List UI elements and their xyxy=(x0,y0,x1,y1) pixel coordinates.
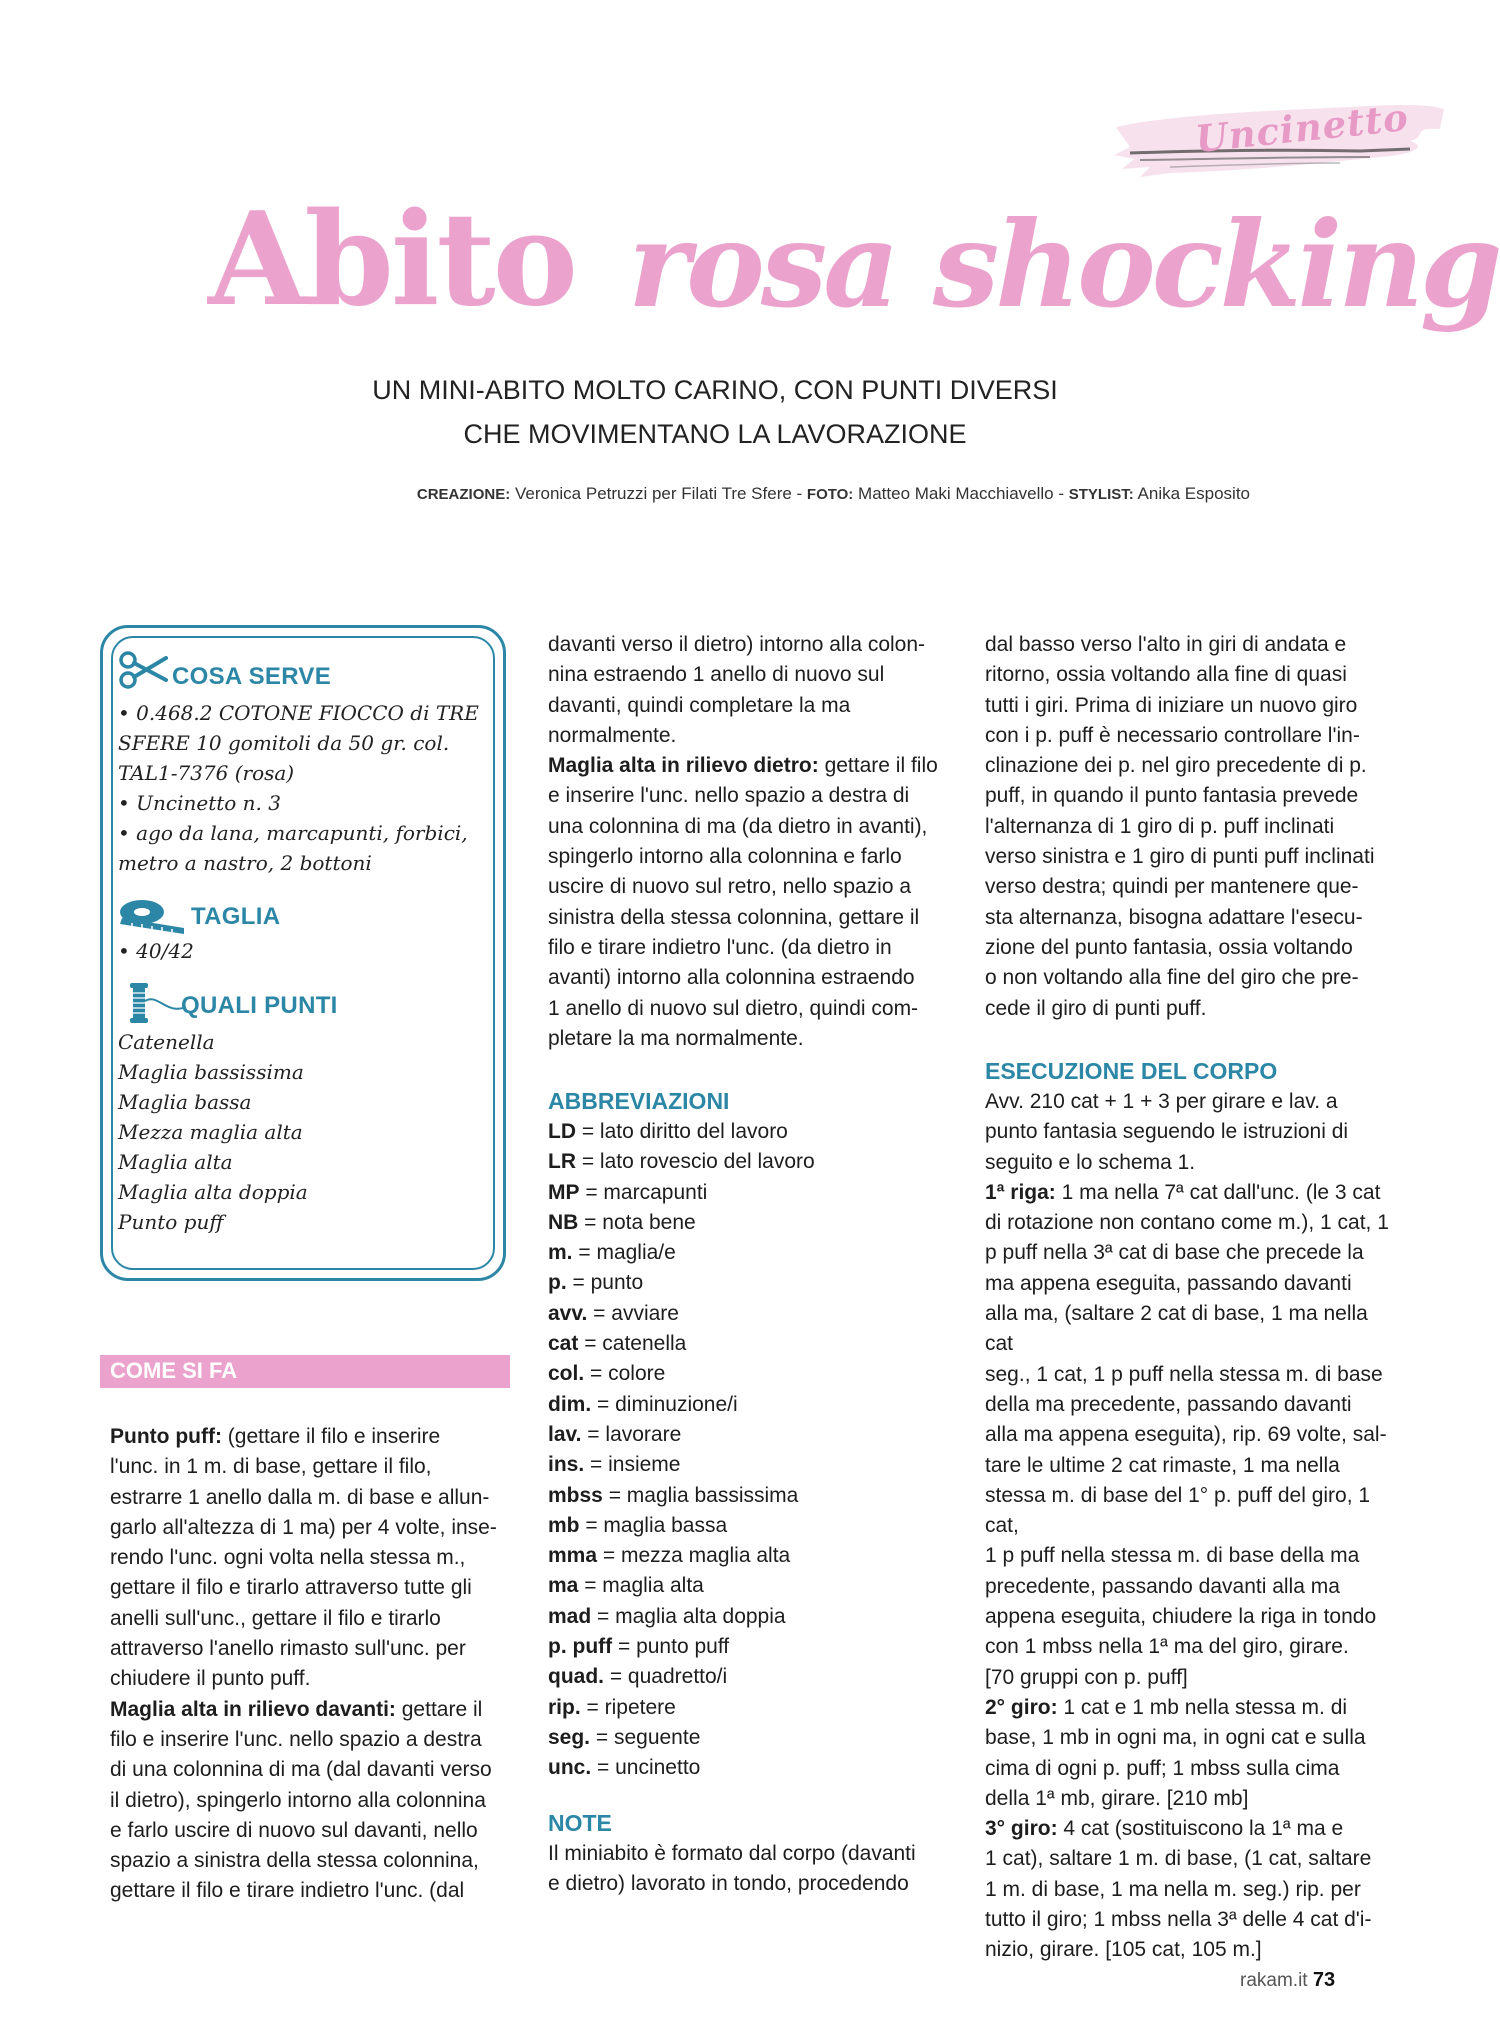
abbr-value: = seguente xyxy=(590,1725,701,1749)
cosa-serve-item: • ago da lana, marcapunti, forbici, xyxy=(118,821,468,845)
abbr-row xyxy=(548,1693,958,1723)
abbr-key: m. xyxy=(548,1241,573,1265)
esecuzione-title: ESECUZIONE DEL CORPO xyxy=(985,1058,1278,1084)
text-line: alla ma appena eseguita), rip. 69 volte, sal- xyxy=(985,1423,1387,1447)
column-1-text xyxy=(110,1422,515,1907)
text-line: seg., 1 cat, 1 p puff nella stessa m. di base xyxy=(985,1362,1383,1386)
subtitle-line-1: UN MINI-ABITO MOLTO CARINO, CON PUNTI DIVERSI xyxy=(372,375,1058,405)
abbr-row xyxy=(548,1268,958,1298)
abbr-value: = insieme xyxy=(584,1453,681,1477)
abbr-value: = uncinetto xyxy=(591,1756,701,1780)
text-line: Il miniabito è formato dal corpo (davanti xyxy=(548,1842,916,1865)
text-line: alla ma, (saltare 2 cat di base, 1 ma nella cat xyxy=(985,1302,1368,1356)
credits-stylist-value: Anika Esposito xyxy=(1137,484,1250,503)
text-line: normalmente. xyxy=(548,723,677,747)
text-line: appena eseguita, chiudere la riga in tondo xyxy=(985,1605,1377,1629)
abbr-row xyxy=(548,1390,958,1420)
text-line: cima di ogni p. puff; 1 mbss sulla cima xyxy=(985,1756,1340,1780)
abbr-row xyxy=(548,1571,958,1601)
text-line: davanti, quindi completare la ma xyxy=(548,693,851,717)
credits-stylist-label: STYLIST: xyxy=(1068,486,1134,503)
abbr-row xyxy=(548,1329,958,1359)
abbr-row xyxy=(548,1662,958,1692)
abbr-key: dim. xyxy=(548,1392,592,1416)
text-line: nina estraendo 1 anello di nuovo sul xyxy=(548,663,885,687)
abbr-row xyxy=(548,1147,958,1177)
text-line: tutto il giro; 1 mbss nella 3ª delle 4 cat d'i- xyxy=(985,1908,1372,1932)
abbr-row xyxy=(548,1359,958,1389)
text-line: ma appena eseguita, passando davanti xyxy=(985,1271,1352,1295)
text-line: chiudere il punto puff. xyxy=(110,1667,311,1691)
text-line: sta alternanza, bisogna adattare l'esecu- xyxy=(985,905,1363,929)
abbr-value: = punto puff xyxy=(612,1635,730,1659)
text-line: o non voltando alla fine del giro che pre- xyxy=(985,966,1359,990)
abbr-key: ma xyxy=(548,1574,579,1598)
section-tag: Uncinetto xyxy=(1193,94,1411,162)
punti-item: Punto puff xyxy=(118,1210,224,1234)
punti-list xyxy=(118,1027,308,1237)
credits-line xyxy=(250,484,1250,504)
quali-punti-title: QUALI PUNTI xyxy=(181,992,338,1019)
abbr-row xyxy=(548,1481,958,1511)
text-line: garlo all'altezza di 1 ma) per 4 volte, inse- xyxy=(110,1515,497,1539)
abbr-row xyxy=(548,1299,958,1329)
text-line: estrarre 1 anello dalla m. di base e allun- xyxy=(110,1485,490,1509)
scissors-icon xyxy=(118,650,168,690)
text-line: cede il giro di punti puff. xyxy=(985,996,1207,1020)
text-line: tutti i giri. Prima di iniziare un nuovo giro xyxy=(985,693,1358,717)
punti-item: Maglia alta xyxy=(118,1150,233,1174)
text-line: con 1 mbss nella 1ª ma del giro, girare. xyxy=(985,1635,1349,1659)
text-line: uscire di nuovo sul retro, nello spazio a xyxy=(548,875,912,899)
cosa-serve-item: TAL1-7376 (rosa) xyxy=(118,761,295,785)
abbr-key: p. xyxy=(548,1271,567,1295)
stitch-label: 3° giro: xyxy=(985,1817,1058,1841)
text-line: e dietro) lavorato in tondo, procedendo xyxy=(548,1872,909,1896)
text-line: e farlo uscire di nuovo sul davanti, nello xyxy=(110,1818,478,1842)
stitch-label: 1ª riga: xyxy=(985,1180,1056,1204)
title-script: rosa shocking xyxy=(628,195,1499,334)
text-line: davanti verso il dietro) intorno alla colon- xyxy=(548,633,926,656)
text-line: della ma precedente, passando davanti xyxy=(985,1392,1352,1416)
abbr-row xyxy=(548,1178,958,1208)
text-line: e inserire l'unc. nello spazio a destra di xyxy=(548,784,910,808)
abbr-row xyxy=(548,1450,958,1480)
credits-creazione-value: Veronica Petruzzi per Filati Tre Sfere - xyxy=(514,484,807,503)
text-line: punto fantasia seguendo le istruzioni di xyxy=(985,1120,1349,1144)
abbr-key: NB xyxy=(548,1210,579,1234)
text-line: 1 cat), saltare 1 m. di base, (1 cat, saltare xyxy=(985,1847,1372,1871)
punti-item: Mezza maglia alta xyxy=(118,1120,303,1144)
text-line: verso destra; quindi per mantenere que- xyxy=(985,875,1359,899)
abbr-key: unc. xyxy=(548,1756,592,1780)
text-line: tare le ultime 2 cat rimaste, 1 ma nella xyxy=(985,1453,1340,1477)
stitch-label: Punto puff: xyxy=(110,1425,222,1448)
text-line: nizio, girare. [105 cat, 105 m.] xyxy=(985,1938,1262,1962)
abbr-key: seg. xyxy=(548,1725,591,1749)
abbr-value: = maglia/e xyxy=(572,1241,676,1265)
note-title: NOTE xyxy=(548,1810,612,1836)
text-line: Maglia alta in rilievo davanti: gettare il xyxy=(110,1697,483,1721)
credits-foto-value: Matteo Maki Macchiavello - xyxy=(858,484,1069,503)
abbr-key: lav. xyxy=(548,1422,582,1446)
abbr-key: col. xyxy=(548,1362,585,1386)
text-line: con i p. puff è necessario controllare l'in- xyxy=(985,723,1360,747)
abbr-key: MP xyxy=(548,1180,580,1204)
tape-measure-icon xyxy=(118,898,188,934)
note-text xyxy=(548,1839,958,1900)
abbr-row xyxy=(548,1753,958,1783)
abbr-key: LR xyxy=(548,1150,576,1174)
abbr-row xyxy=(548,1632,958,1662)
text-line: verso sinistra e 1 giro di punti puff inclinati xyxy=(985,845,1375,869)
stitch-label: Maglia alta in rilievo dietro: xyxy=(548,754,819,778)
cosa-serve-title: COSA SERVE xyxy=(172,663,332,690)
abbr-key: rip. xyxy=(548,1695,581,1719)
abbr-value: = quadretto/i xyxy=(604,1665,728,1689)
abbr-value: = catenella xyxy=(578,1332,687,1356)
abbr-key: cat xyxy=(548,1332,579,1356)
text-line: l'alternanza di 1 giro di p. puff inclinati xyxy=(985,814,1335,838)
text-line: 1 anello di nuovo sul dietro, quindi com- xyxy=(548,996,919,1020)
punti-item: Maglia bassissima xyxy=(118,1060,304,1084)
subtitle-line-2: CHE MOVIMENTANO LA LAVORAZIONE xyxy=(463,419,967,449)
abbr-value: = lato diritto del lavoro xyxy=(576,1120,788,1143)
abbr-row xyxy=(548,1541,958,1571)
text-line: attraverso l'anello rimasto sull'unc. per xyxy=(110,1637,466,1661)
text-line: 1 p puff nella stessa m. di base della ma xyxy=(985,1544,1360,1568)
text-line: spingerlo intorno alla colonnina e farlo xyxy=(548,845,902,869)
text-line: zione del punto fantasia, ossia voltando xyxy=(985,935,1353,959)
abbr-value: = punto xyxy=(566,1271,644,1295)
cosa-serve-item: • 0.468.2 COTONE FIOCCO di TRE xyxy=(118,701,479,725)
text-line: filo e tirare indietro l'unc. (da dietro in xyxy=(548,935,892,959)
abbr-value: = lavorare xyxy=(581,1422,682,1446)
abbr-value: = avviare xyxy=(587,1301,679,1325)
text-line: base, 1 mb in ogni ma, in ogni cat e sulla xyxy=(985,1726,1366,1750)
abbr-row xyxy=(548,1602,958,1632)
stitch-label: 2° giro: xyxy=(985,1695,1058,1719)
text-line: il dietro), spingerlo intorno alla colonnina xyxy=(110,1788,486,1812)
abbr-key: LD xyxy=(548,1120,576,1143)
abbr-key: quad. xyxy=(548,1665,604,1689)
text-line: seguito e lo schema 1. xyxy=(985,1150,1196,1174)
footer-site: rakam.it xyxy=(1240,1970,1308,1991)
abbr-key: mad xyxy=(548,1604,592,1628)
abbr-value: = maglia bassissima xyxy=(602,1483,799,1507)
cosa-serve-item: metro a nastro, 2 bottoni xyxy=(118,851,372,875)
abbreviazioni-title: ABBREVIAZIONI xyxy=(548,1088,730,1114)
cosa-serve-item: SFERE 10 gomitoli da 50 gr. col. xyxy=(118,731,450,755)
abbr-value: = maglia bassa xyxy=(579,1513,728,1537)
text-line: sinistra della stessa colonnina, gettare il xyxy=(548,905,920,929)
column-2-intro xyxy=(548,630,958,1054)
abbr-key: mb xyxy=(548,1513,580,1537)
abbr-row xyxy=(548,1117,958,1147)
taglia-value: • 40/42 xyxy=(118,939,194,963)
come-si-fa-title: COME SI FA xyxy=(110,1358,238,1383)
text-line: p puff nella 3ª cat di base che precede la xyxy=(985,1241,1364,1265)
abbr-key: mbss xyxy=(548,1483,603,1507)
cosa-serve-list xyxy=(118,698,488,878)
punti-item: Maglia alta doppia xyxy=(118,1180,308,1204)
text-line: 2° giro: 1 cat e 1 mb nella stessa m. di xyxy=(985,1695,1348,1719)
text-line: avanti) intorno alla colonnina estraendo xyxy=(548,966,915,990)
text-line: Punto puff: (gettare il filo e inserire xyxy=(110,1425,441,1448)
abbr-value: = nota bene xyxy=(578,1210,696,1234)
abbr-key: avv. xyxy=(548,1301,588,1325)
abbr-value: = marcapunti xyxy=(579,1180,708,1204)
text-line: clinazione dei p. nel giro precedente di p. xyxy=(985,754,1367,778)
text-line: 3° giro: 4 cat (sostituiscono la 1ª ma e xyxy=(985,1817,1344,1841)
abbreviazioni-list xyxy=(548,1117,958,1784)
punti-item: Catenella xyxy=(118,1030,215,1054)
text-line: filo e inserire l'unc. nello spazio a destra xyxy=(110,1727,482,1751)
abbr-value: = maglia alta xyxy=(578,1574,704,1598)
abbr-value: = colore xyxy=(584,1362,666,1386)
abbr-key: mma xyxy=(548,1544,598,1568)
text-line: precedente, passando davanti alla ma xyxy=(985,1574,1340,1598)
abbr-row xyxy=(548,1511,958,1541)
column-3-intro xyxy=(985,630,1400,1024)
text-line: di rotazione non contano come m.), 1 cat, 1 xyxy=(985,1211,1389,1235)
abbr-value: = ripetere xyxy=(580,1695,676,1719)
punti-item: Maglia bassa xyxy=(118,1090,252,1114)
abbr-row xyxy=(548,1238,958,1268)
thread-spool-icon xyxy=(128,981,188,1027)
text-line: gettare il filo e tirarlo attraverso tutte gli xyxy=(110,1576,472,1600)
abbr-value: = lato rovescio del lavoro xyxy=(576,1150,815,1174)
abbr-key: ins. xyxy=(548,1453,585,1477)
text-line: dal basso verso l'alto in giri di andata e xyxy=(985,633,1347,656)
text-line: Maglia alta in rilievo dietro: gettare il filo xyxy=(548,754,938,778)
text-line: rendo l'unc. ogni volta nella stessa m., xyxy=(110,1546,466,1570)
credits-creazione-label: CREAZIONE: xyxy=(416,486,511,503)
text-line: Avv. 210 cat + 1 + 3 per girare e lav. a xyxy=(985,1090,1338,1113)
abbr-value: = mezza maglia alta xyxy=(597,1544,791,1568)
text-line: anelli sull'unc., gettare il filo e tirarlo xyxy=(110,1606,441,1630)
taglia-title: TAGLIA xyxy=(191,903,281,930)
title-main: Abito xyxy=(208,185,575,335)
abbr-row xyxy=(548,1420,958,1450)
text-line: stessa m. di base del 1° p. puff del giro, 1 cat, xyxy=(985,1483,1371,1538)
esecuzione-text xyxy=(985,1087,1400,1966)
stitch-label: Maglia alta in rilievo davanti: xyxy=(110,1697,396,1721)
abbr-row xyxy=(548,1723,958,1753)
text-line: spazio a sinistra della stessa colonnina, xyxy=(110,1849,479,1873)
cosa-serve-item: • Uncinetto n. 3 xyxy=(118,791,281,815)
text-line: pletare la ma normalmente. xyxy=(548,1026,804,1050)
text-line: l'unc. in 1 m. di base, gettare il filo, xyxy=(110,1455,432,1479)
abbr-value: = diminuzione/i xyxy=(591,1392,738,1416)
text-line: di una colonnina di ma (dal davanti verso xyxy=(110,1758,492,1782)
text-line: 1ª riga: 1 ma nella 7ª cat dall'unc. (le 3 cat xyxy=(985,1180,1381,1204)
credits-foto-label: FOTO: xyxy=(806,486,854,503)
subtitle xyxy=(300,368,1130,456)
page-footer xyxy=(1240,1969,1335,1992)
abbr-key: p. puff xyxy=(548,1635,613,1659)
text-line: della 1ª mb, girare. [210 mb] xyxy=(985,1786,1249,1810)
abbr-row xyxy=(548,1208,958,1238)
text-line: 1 m. di base, 1 ma nella m. seg.) rip. per xyxy=(985,1877,1361,1901)
text-line: puff, in quando il punto fantasia prevede xyxy=(985,784,1359,808)
text-line: gettare il filo e tirare indietro l'unc. (dal xyxy=(110,1879,465,1903)
text-line: una colonnina di ma (da dietro in avanti), xyxy=(548,814,928,838)
text-line: ritorno, ossia voltando alla fine di quasi xyxy=(985,663,1347,687)
page-number: 73 xyxy=(1312,1969,1336,1991)
abbr-value: = maglia alta doppia xyxy=(591,1604,786,1628)
text-line: [70 gruppi con p. puff] xyxy=(985,1665,1188,1689)
